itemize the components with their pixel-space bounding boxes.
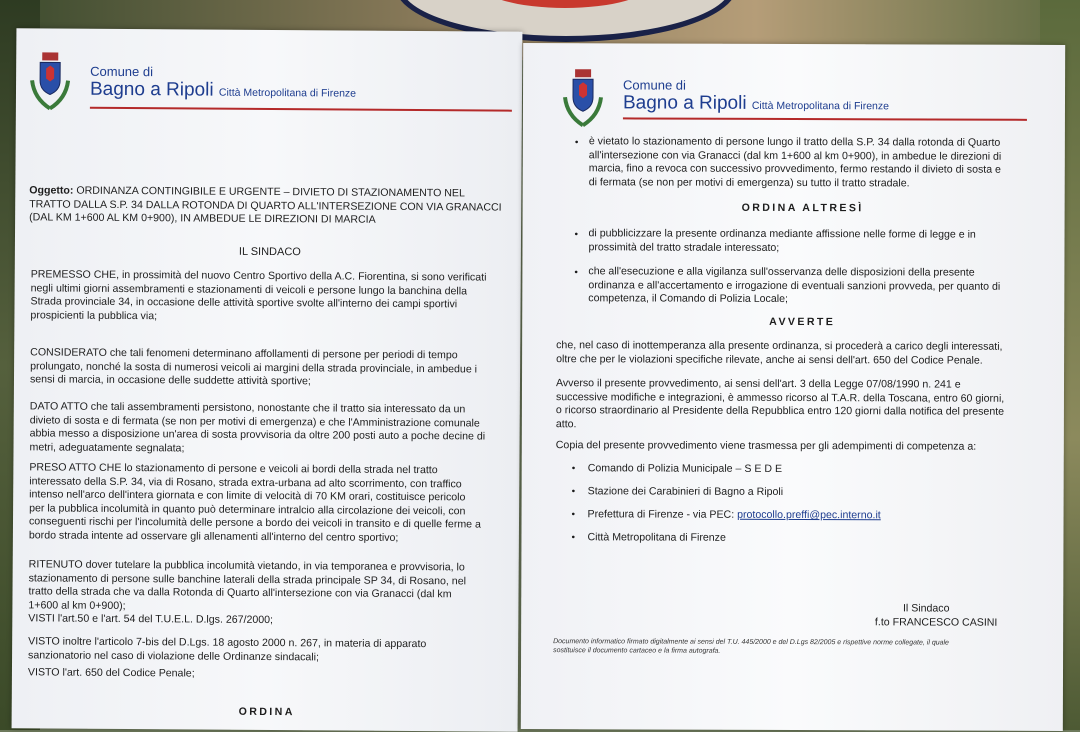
header-town-name: Bagno a Ripoli [622,92,747,114]
text-line: sanzionatorio nel caso di violazione delle Ordinanze sindacali; [28,648,320,663]
visti-paragraph: VISTI l'art.50 e l'art. 54 del T.U.E.L. D.lgs. 267/2000; [28,612,274,627]
text-line: PREMESSO CHE, in prossimità del nuovo Centro Sportivo della A.C. Fiorentina, si sono verificati [30,268,487,284]
oggetto-label: Oggetto: [29,184,74,197]
text-line: all'intersezione con via Granacci (dal km 1+600 al km 0+900), in ambedue le direzioni di [588,148,1002,163]
text-line: tratto della strada che va dalla Rotonda di Quarto all'intersezione con via Granacci (dal km [28,585,452,601]
oggetto-line: ORDINANZA CONTINGIBILE E URGENTE – DIVIETO DI STAZIONAMENTO NEL [76,184,465,200]
bullet-icon: • [574,137,579,149]
notice-page-right [521,43,1065,731]
text-line: per la pubblica incolumità in quanto può determinare intralcio alla circolazione dei veicoli, con [29,502,466,518]
ordina-altresi-heading: ORDINA ALTRESÌ [741,201,864,215]
preso-atto-paragraph [29,461,508,546]
notice-page-left [12,28,523,732]
text-line: prolungato, nonché la sosta di numerosi veicoli ai margini della strada provinciale, in ambedue i [30,359,478,376]
text-line: oltre che per le violazioni specifiche rilevate, anche ai sensi dell'art. 650 del Codice Penale. [556,352,983,367]
text-line: è vietato lo stazionamento di persone lungo il tratto della S.P. 34 dalla rotonda di Quarto [588,135,1001,149]
digital-signature-footnote [553,637,1033,657]
header-town [623,92,889,115]
divieto-bullet [589,135,1027,191]
text-line: atto. [555,417,577,431]
considerato-paragraph [30,346,508,390]
header-comune-di: Comune di [623,77,686,93]
signature-title: Il Sindaco [902,602,950,615]
coat-of-arms-icon [26,50,74,114]
text-line: sensi di marcia, in occasione delle suddette attività sportive; [29,373,311,388]
header-town-name: Bagno a Ripoli [89,78,214,101]
text-line: o ricorso straordinario al Presidente della Repubblica entro 120 giorni dalla notifica del presente [555,404,1005,418]
header-rule [90,107,512,112]
header-comune-di: Comune di [90,63,154,80]
ritenuto-paragraph [28,558,506,616]
text-line: stazionamento di persone sulle banchine laterali della strada principale SP 34, di Rosano, nel [28,571,467,587]
oggetto-line: (DAL KM 1+600 AL KM 0+900), IN AMBEDUE LE DIREZIONI DI MARCIA [29,211,376,226]
premesso-paragraph [30,268,508,326]
header-town [90,79,356,103]
recipient-item: Città Metropolitana di Firenze [587,531,726,544]
bullet-icon: • [571,532,576,544]
il-sindaco-heading: IL SINDACO [238,245,301,259]
text-line: che, nel caso di inottemperanza alla presente ordinanza, si procederà a carico degli interessati, [556,339,1003,353]
header-metro: Città Metropolitana di Firenze [218,86,357,100]
oggetto-block [29,184,511,228]
recipient-item [588,508,1008,523]
text-line: intenso nell'arco dell'intera giornata e con limite di velocità di 70 KM orari, costituisce pericolo [29,488,466,504]
recipient-item: Stazione dei Carabinieri di Bagno a Ripoli [587,485,784,498]
text-line: Avverso il presente provvedimento, ai sensi dell'art. 3 della Legge 07/08/1990 n. 241 e [555,377,961,391]
bullet-icon: • [571,463,576,475]
text-line: di pubblicizzare la presente ordinanza mediante affissione nelle forme di legge e in [588,227,976,241]
bullet-icon: • [571,509,576,521]
text-line: metri, adeguatamente segnalata; [29,441,185,455]
text-line: bordo strada intente ad osservare gli allenamenti all'interno del centro sportivo; [28,529,399,544]
vigilanza-bullet [588,265,1026,307]
text-line: conseguenti rischi per l'incolumità delle persone a bordo dei veicoli in transito e di quelle ferme a [28,515,481,531]
text-line: abbia messo a disposizione un'area di sosta provvisoria da oltre 200 posti auto a poche decine di [29,427,486,443]
text-line: VISTO inoltre l'articolo 7-bis del D.Lgs. 18 agosto 2000 n. 267, in materia di apparato [28,635,427,651]
coat-of-arms-icon [559,67,607,131]
avverso-paragraph [556,377,1028,433]
text-line: Documento informatico firmato digitalmente ai sensi del T.U. 445/2000 e del D.Lgs 82/2005 e rispettive norme collegate, il quale [553,638,949,647]
text-line: RITENUTO dover tutelare la pubblica incolumità vietando, in via temporanea e provvisoria, lo [28,558,465,574]
header-rule [623,117,1027,120]
bullet-icon: • [571,486,576,498]
visto-art-paragraph: VISTO l'art. 650 del Codice Penale; [27,666,195,680]
dato-atto-paragraph [29,400,507,458]
text-line: competenza, il Comando di Polizia Locale; [588,292,788,306]
copia-paragraph: Copia del presente provvedimento viene trasmessa per gli adempimenti di competenza a: [555,439,977,453]
text-line: PRESO ATTO CHE lo stazionamento di persone e veicoli ai bordi della strada nel tratto [29,461,438,477]
ordina-heading: ORDINA [238,705,295,719]
text-line: che all'esecuzione e alla vigilanza sull'osservanza delle disposizioni della presente [588,265,975,279]
pec-email-link[interactable]: protocollo.preffi@pec.interno.it [737,508,881,522]
bullet-icon: • [574,267,578,279]
text-line: interessato della S.P. 34, via di Rosano, strada extra-urbana ad alto scorrimento, con traffico [29,474,462,490]
text-line: prospicienti la pubblica via; [30,309,158,323]
recipient-label: Prefettura di Firenze - via PEC: [587,508,738,521]
text-line: CONSIDERATO che tali fenomeni determinano affollamenti di persone per periodi di tempo [30,346,458,362]
text-line: successive modifiche e integrazioni, è ammesso ricorso al T.A.R. della Toscana, entro 60 giorni, [555,390,1005,405]
visto-inoltre-paragraph [28,635,506,666]
pubblicizzare-bullet [588,227,1026,256]
text-line: Strada provinciale 34, in occasione delle attività sportive svolte all'interno dei campi sportivi [30,295,458,311]
oggetto-line: TRATTO DALLA S.P. 34 DALLA ROTONDA DI QUARTO ALL'INTERSEZIONE CON VIA GRANACCI [29,197,502,214]
text-line: prossimità del tratto stradale interessato; [588,240,780,254]
text-line: marcia, fino a revoca con successivo provvedimento, fermo restando il divieto di sosta e [588,162,1001,176]
text-line: 1+600 al km 0+900); [28,599,126,612]
text-line: DATO ATTO che tali assembramenti persistono, nonostante che il tratto sia interessato da un [29,400,466,416]
text-line: sostituisce il documento cartaceo e la firma autografa. [553,647,721,655]
avverte-heading: AVVERTE [769,315,836,329]
signature-name: f.to FRANCESCO CASINI [874,616,998,629]
header-metro: Città Metropolitana di Firenze [751,99,890,113]
text-line: negli ultimi giorni assembramenti e stazionamenti di veicoli e persone lungo la banchina della [30,281,468,297]
recipient-item: Comando di Polizia Municipale – S E D E [587,462,783,475]
text-line: ordinanza e all'accertamento e irrogazione di eventuali sanzioni provveda, per quanto di [588,278,1001,293]
text-line: divieto di sosta e di fermata (se non per motivi di emergenza) e che l'Amministrazione comunale [29,413,480,430]
text-line: di fermata (se non per motivi di emergenza) su tutto il tratto stradale. [588,176,910,190]
bullet-icon: • [574,229,579,241]
avverte-paragraph [556,339,1028,368]
